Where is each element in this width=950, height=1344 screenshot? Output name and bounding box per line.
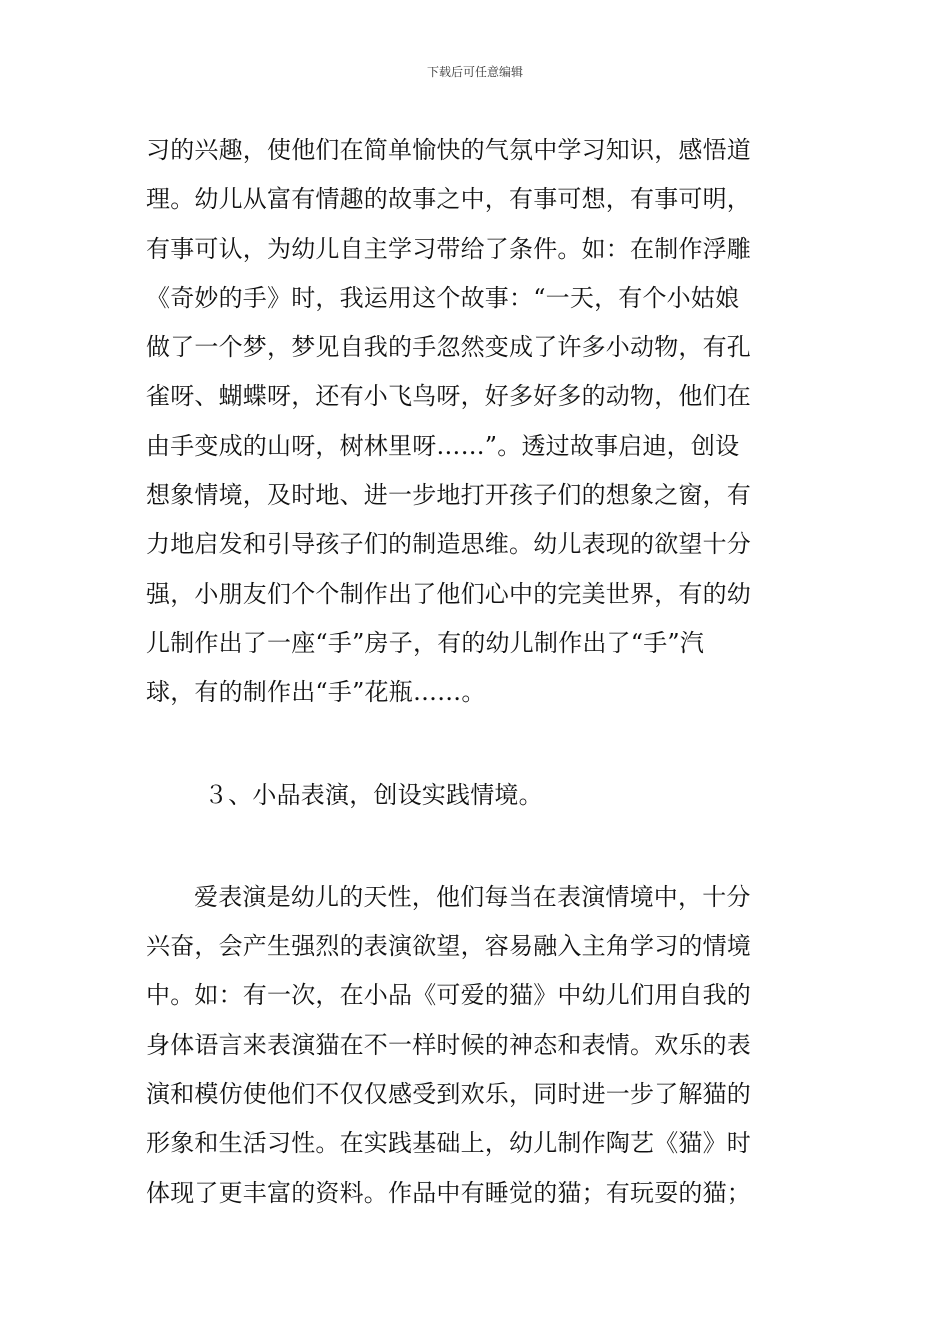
text-line: 力地启发和引导孩子们的制造思维。幼儿表现的欲望十分 [146, 530, 751, 559]
text-line: 球，有的制作出“手”花瓶……。 [146, 678, 486, 707]
text-line: 雀呀、蝴蝶呀，还有小飞鸟呀，好多好多的动物，他们在 [146, 382, 751, 411]
text-line: 由手变成的山呀，树林里呀……”。透过故事启迪，创设 [146, 431, 740, 460]
page-header: 下载后可任意编辑 [426, 65, 523, 79]
text-line: 想象情境，及时地、进一步地打开孩子们的想象之窗，有 [146, 481, 751, 510]
paragraph-spacer [146, 718, 816, 771]
paragraph-1 [146, 126, 816, 718]
text-line: 兴奋，会产生强烈的表演欲望，容易融入主角学习的情境 [146, 932, 751, 961]
text-line: 理。幼儿从富有情趣的故事之中，有事可想，有事可明， [146, 185, 751, 214]
paragraph-2 [146, 873, 816, 1218]
text-line: 身体语言来表演猫在不一样时候的神态和表情。欢乐的表 [146, 1030, 751, 1059]
text-line: 强，小朋友们个个制作出了他们心中的完美世界，有的幼 [146, 579, 751, 608]
text-line: 做了一个梦，梦见自我的手忽然变成了许多小动物，有孔 [146, 333, 751, 362]
text-line: 爱表演是幼儿的天性，他们每当在表演情境中，十分 [194, 882, 751, 911]
document-body [146, 126, 816, 1218]
text-line: 有事可认，为幼儿自主学习带给了条件。如：在制作浮雕 [146, 234, 751, 263]
text-line: 体现了更丰富的资料。作品中有睡觉的猫；有玩耍的猫； [146, 1178, 751, 1207]
text-line: 形象和生活习性。在实践基础上，幼儿制作陶艺《猫》时 [146, 1129, 751, 1158]
text-line: 儿制作出了一座“手”房子，有的幼儿制作出了“手”汽 [146, 628, 705, 657]
section-heading: ３、小品表演，创设实践情境。 [204, 780, 543, 809]
text-line: 习的兴趣，使他们在简单愉快的气氛中学习知识，感悟道 [146, 136, 751, 164]
text-line: 中。如：有一次，在小品《可爱的猫》中幼儿们用自我的 [146, 981, 751, 1010]
text-line: 演和模仿使他们不仅仅感受到欢乐，同时进一步了解猫的 [146, 1080, 751, 1109]
text-line: 《奇妙的手》时，我运用这个故事：“一天，有个小姑娘 [146, 283, 740, 312]
paragraph-spacer [146, 820, 816, 873]
